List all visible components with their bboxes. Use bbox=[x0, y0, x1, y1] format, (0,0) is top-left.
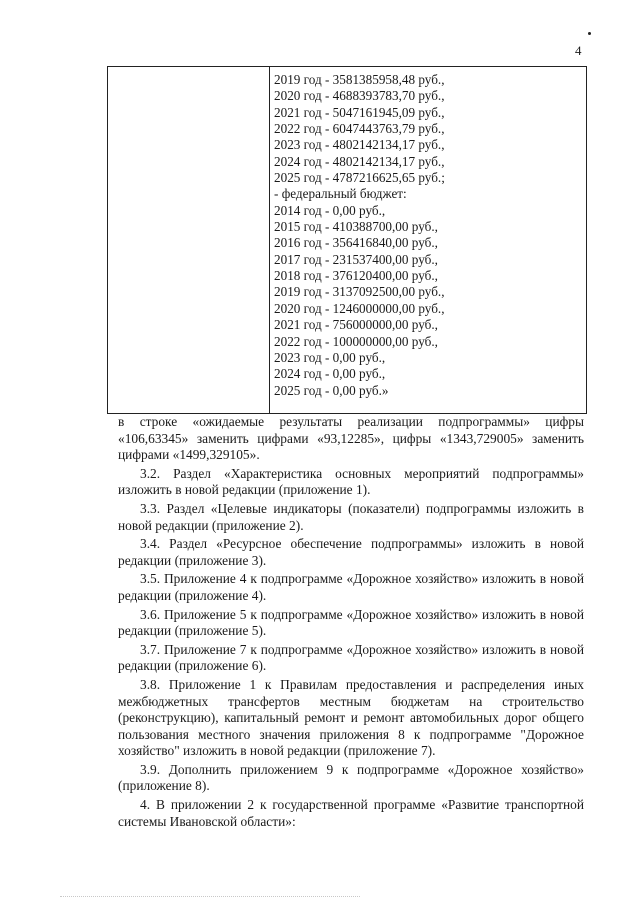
scan-artifact bbox=[60, 896, 360, 898]
table-line: - федеральный бюджет: bbox=[274, 186, 407, 202]
table-line: 2020 год - 1246000000,00 руб., bbox=[274, 300, 445, 316]
document-body bbox=[118, 414, 584, 830]
table-line: 2022 год - 6047443763,79 руб., bbox=[274, 121, 445, 137]
table-line: 2019 год - 3581385958,48 руб., bbox=[274, 72, 445, 87]
paragraph-4: 4. В приложении 2 к государственной программе «Развитие транспортной системы Ивановской области»: bbox=[118, 797, 584, 829]
table-line: 2015 год - 410388700,00 руб., bbox=[274, 219, 438, 235]
table-right-cell bbox=[274, 72, 582, 399]
funding-table bbox=[107, 66, 587, 414]
table-line: 2025 год - 0,00 руб.» bbox=[274, 382, 389, 398]
table-line: 2024 год - 4802142134,17 руб., bbox=[274, 153, 445, 169]
table-line: 2020 год - 4688393783,70 руб., bbox=[274, 88, 445, 104]
table-line: 2023 год - 0,00 руб., bbox=[274, 349, 386, 365]
paragraph-3-4: 3.4. Раздел «Ресурсное обеспечение подпрограммы» изложить в новой редакции (приложение 3). bbox=[118, 536, 584, 568]
paragraph-expected-results: в строке «ожидаемые результаты реализации подпрограммы» цифры «106,63345» заменить цифрами «93,12285», цифры «1343,729005» заменить цифрами «1499,329105». bbox=[118, 414, 584, 463]
table-line: 2025 год - 4787216625,65 руб.; bbox=[274, 170, 445, 186]
paragraph-3-5: 3.5. Приложение 4 к подпрограмме «Дорожное хозяйство» изложить в новой редакции (приложение 4). bbox=[118, 571, 584, 603]
table-line: 2014 год - 0,00 руб., bbox=[274, 202, 386, 218]
table-line: 2021 год - 756000000,00 руб., bbox=[274, 317, 438, 333]
table-line: 2021 год - 5047161945,09 руб., bbox=[274, 104, 445, 120]
paragraph-3-9: 3.9. Дополнить приложением 9 к подпрограмме «Дорожное хозяйство» (приложение 8). bbox=[118, 761, 584, 794]
table-left-cell bbox=[108, 67, 270, 413]
table-line: 2024 год - 0,00 руб., bbox=[274, 366, 386, 382]
paragraph-3-2: 3.2. Раздел «Характеристика основных мероприятий подпрограммы» изложить в новой редакции (приложение 1). bbox=[118, 465, 584, 498]
table-line: 2022 год - 100000000,00 руб., bbox=[274, 333, 438, 349]
table-line: 2019 год - 3137092500,00 руб., bbox=[274, 284, 445, 300]
table-line: 2018 год - 376120400,00 руб., bbox=[274, 268, 438, 284]
table-line: 2017 год - 231537400,00 руб., bbox=[274, 251, 438, 267]
paragraph-3-3: 3.3. Раздел «Целевые индикаторы (показатели) подпрограммы изложить в новой редакции (приложение 2). bbox=[118, 500, 584, 533]
paragraph-3-6: 3.6. Приложение 5 к подпрограмме «Дорожное хозяйство» изложить в новой редакции (приложение 5). bbox=[118, 606, 584, 639]
page-number: 4 bbox=[575, 43, 582, 58]
table-line: 2023 год - 4802142134,17 руб., bbox=[274, 137, 445, 153]
table-line: 2016 год - 356416840,00 руб., bbox=[274, 235, 438, 251]
scan-dot bbox=[588, 32, 591, 35]
paragraph-3-8: 3.8. Приложение 1 к Правилам предоставления и распределения иных межбюджетных трансфертов местным бюджетам на строительство (реконструкцию), капитальный ремонт и ремонт автомобильных дорог общего пользования местного значения приложения 8 к подпрограмме "Дорожное хозяйство" изложить в новой редакции (приложение 7). bbox=[118, 676, 584, 759]
paragraph-3-7: 3.7. Приложение 7 к подпрограмме «Дорожное хозяйство» изложить в новой редакции (приложение 6). bbox=[118, 641, 584, 674]
